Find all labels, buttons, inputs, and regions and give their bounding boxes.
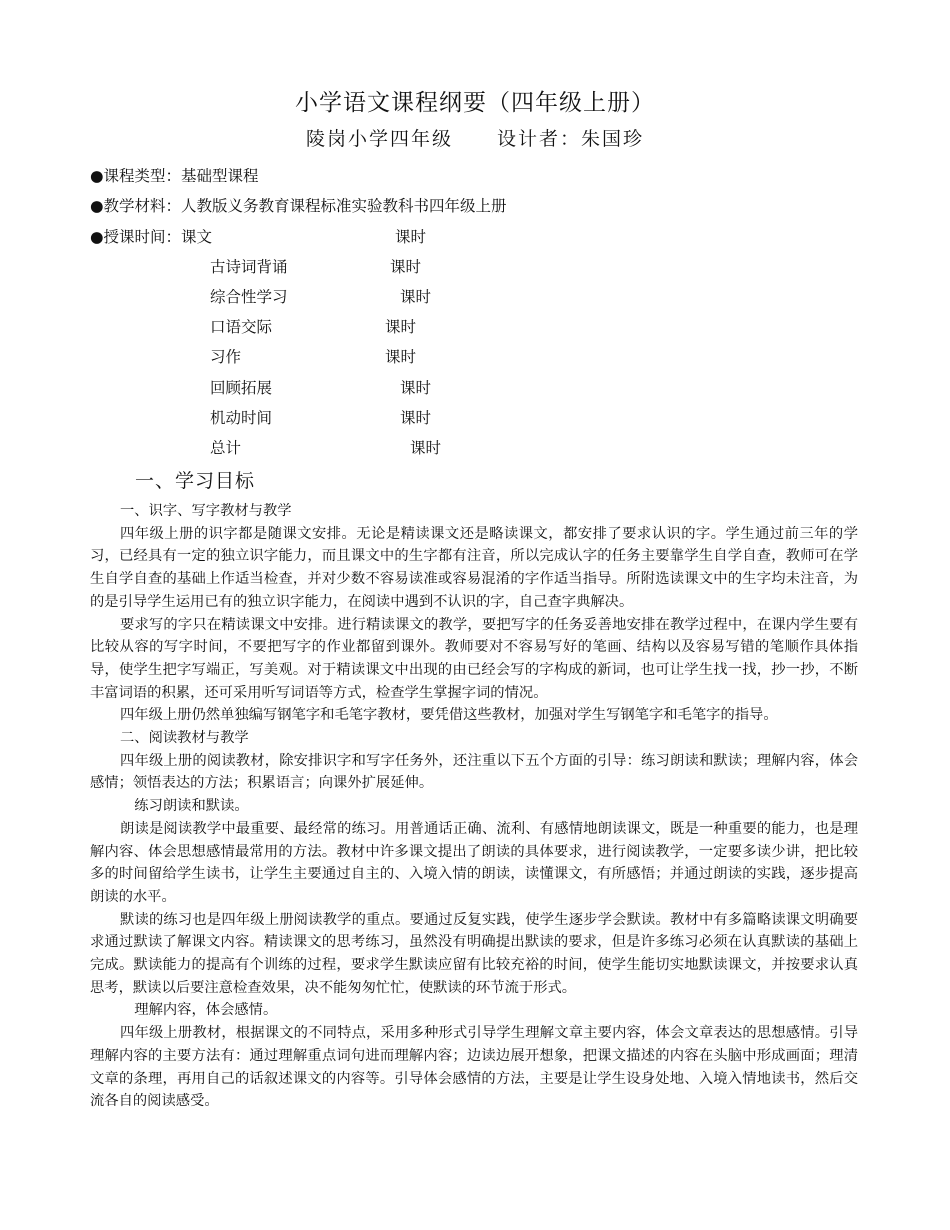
paragraph: ￼ 理解内容，体会感情。￼ [120, 1002, 278, 1019]
paragraph: 四年级上册的阅读教材，除安排识字和写字任务外，还注重以下五个方面的引导：练习朗读和默读；理解内容，体会感情；领悟表达的方法；积累语言；向课外扩展延伸。￼ [90, 752, 858, 792]
paragraph: 四年级上册的识字都是随课文安排。无论是精读课文还是略读课文，都安排了要求认识的字。学生通过前三年的学习，已经具有一定的独立识字能力，而且课文中的生字都有注音，所以完成认字的任务主要靠学生自学自查，教师可在学生自学自查的基础上作适当检查，并对少数不容易读准或容易混淆的字作适当指导。所附选读课文中的生字均未注音，为的是引导学生运用已有的独立识字能力，在阅读中遇到不认识的字，自己查字典解决。￼ [90, 525, 858, 610]
time-line [90, 225, 427, 247]
schedule-item: 古诗词背诵 [210, 258, 288, 276]
schedule-unit: 课时 [385, 348, 417, 366]
schedule-item: 机动时间 [210, 409, 273, 427]
document-subtitle [0, 124, 950, 151]
schedule-unit: 课时 [400, 379, 432, 397]
school-class: 陵岗小学四年级 [305, 128, 453, 150]
course-type-line: ●￼课程类型：基础型课程￼ [90, 167, 259, 185]
schedule-item: 习作 [210, 348, 242, 366]
paragraph: 四年级上册仍然单独编写钢笔字和毛笔字教材，要凭借这些教材，加强对学生写钢笔字和毛笔字的指导。￼ [120, 707, 778, 724]
schedule-unit: 课时 [385, 318, 417, 336]
schedule-unit: 课时 [400, 409, 432, 427]
paragraph: 要求写的字只在精读课文中安排。进行精读课文的教学，要把写字的任务妥善地安排在教学过程中，在课内学生要有比较从容的写字时间，不要把写字的作业都留到课外。教师要对不容易写好的笔画、结构以及容易写错的笔顺作具体指导，使学生把字写端正，写美观。对于精读课文中出现的由已经会写的字构成的新词，也可让学生找一找，抄一抄，不断丰富词语的积累，还可采用听写词语等方式，检查学生掌握字词的情况。￼ [90, 616, 858, 701]
schedule-unit: 课时 [390, 258, 422, 276]
paragraph: 一、识字、写字教材与教学￼ [120, 503, 292, 519]
paragraph: 二、阅读教材与教学￼ [120, 730, 249, 747]
paragraph: 朗读是阅读教学中最重要、最经常的练习。用普通话正确、流利、有感情地朗读课文，既是一种重要的能力，也是理解内容、体会思想感情最常用的方法。教材中许多课文提出了朗读的具体要求，进行阅读教学，一定要多读少讲，把比较多的时间留给学生读书，让学生主要通过自主的、入境入情的朗读，读懂课文，有所感悟；并通过朗读的实践，逐步提高朗读的水平。￼ [90, 820, 858, 905]
document-title: 小学语文课程纲要（四年级上册） [295, 90, 655, 116]
schedule-unit: 课时 [400, 288, 432, 306]
schedule-unit: 课时 [410, 439, 442, 457]
paragraph: 默读的练习也是四年级上册阅读教学的重点。要通过反复实践，使学生逐步学会默读。教材中有多篇略读课文明确要求通过默读了解课文内容。精读课文的思考练习，虽然没有明确提出默读的要求，但是许多练习必须在认真默读的基础上完成。默读能力的提高有个训练的过程，要求学生默读应留有比较充裕的时间，使学生能切实地默读课文，并按要求认真思考，默读以后要注意检查效果，决不能匆匆忙忙，使默读的环节流于形式。￼ [90, 911, 858, 996]
paragraph: 四年级上册教材，根据课文的不同特点，采用多种形式引导学生理解文章主要内容，体会文章表达的思想感情。引导理解内容的主要方法有：通过理解重点词句进而理解内容；边读边展开想象，把课文描述的内容在头脑中形成画面；理清文章的条理，再用自己的话叙述课文的内容等。引导体会感情的方法，主要是让学生设身处地、入境入情地读书，然后交流各自的阅读感受。￼ [90, 1025, 858, 1110]
time-unit: 课时 [395, 228, 427, 246]
materials-line: ●￼教学材料：人教版义务教育课程标准实验教科书四年级上册￼ [90, 197, 507, 215]
time-label: ●￼授课时间：课文 [90, 228, 213, 246]
schedule-item: 口语交际 [210, 318, 273, 336]
schedule-item: 综合性学习 [210, 288, 288, 306]
section-heading: 一、学习目标 [135, 470, 256, 492]
designer: 设计者：朱国珍 [497, 128, 645, 150]
schedule-item: 回顾拓展 [210, 379, 273, 397]
schedule-item: 总计 [210, 439, 242, 457]
paragraph: ￼ 练习朗读和默读。￼ [120, 798, 249, 815]
body-text [90, 500, 858, 1113]
